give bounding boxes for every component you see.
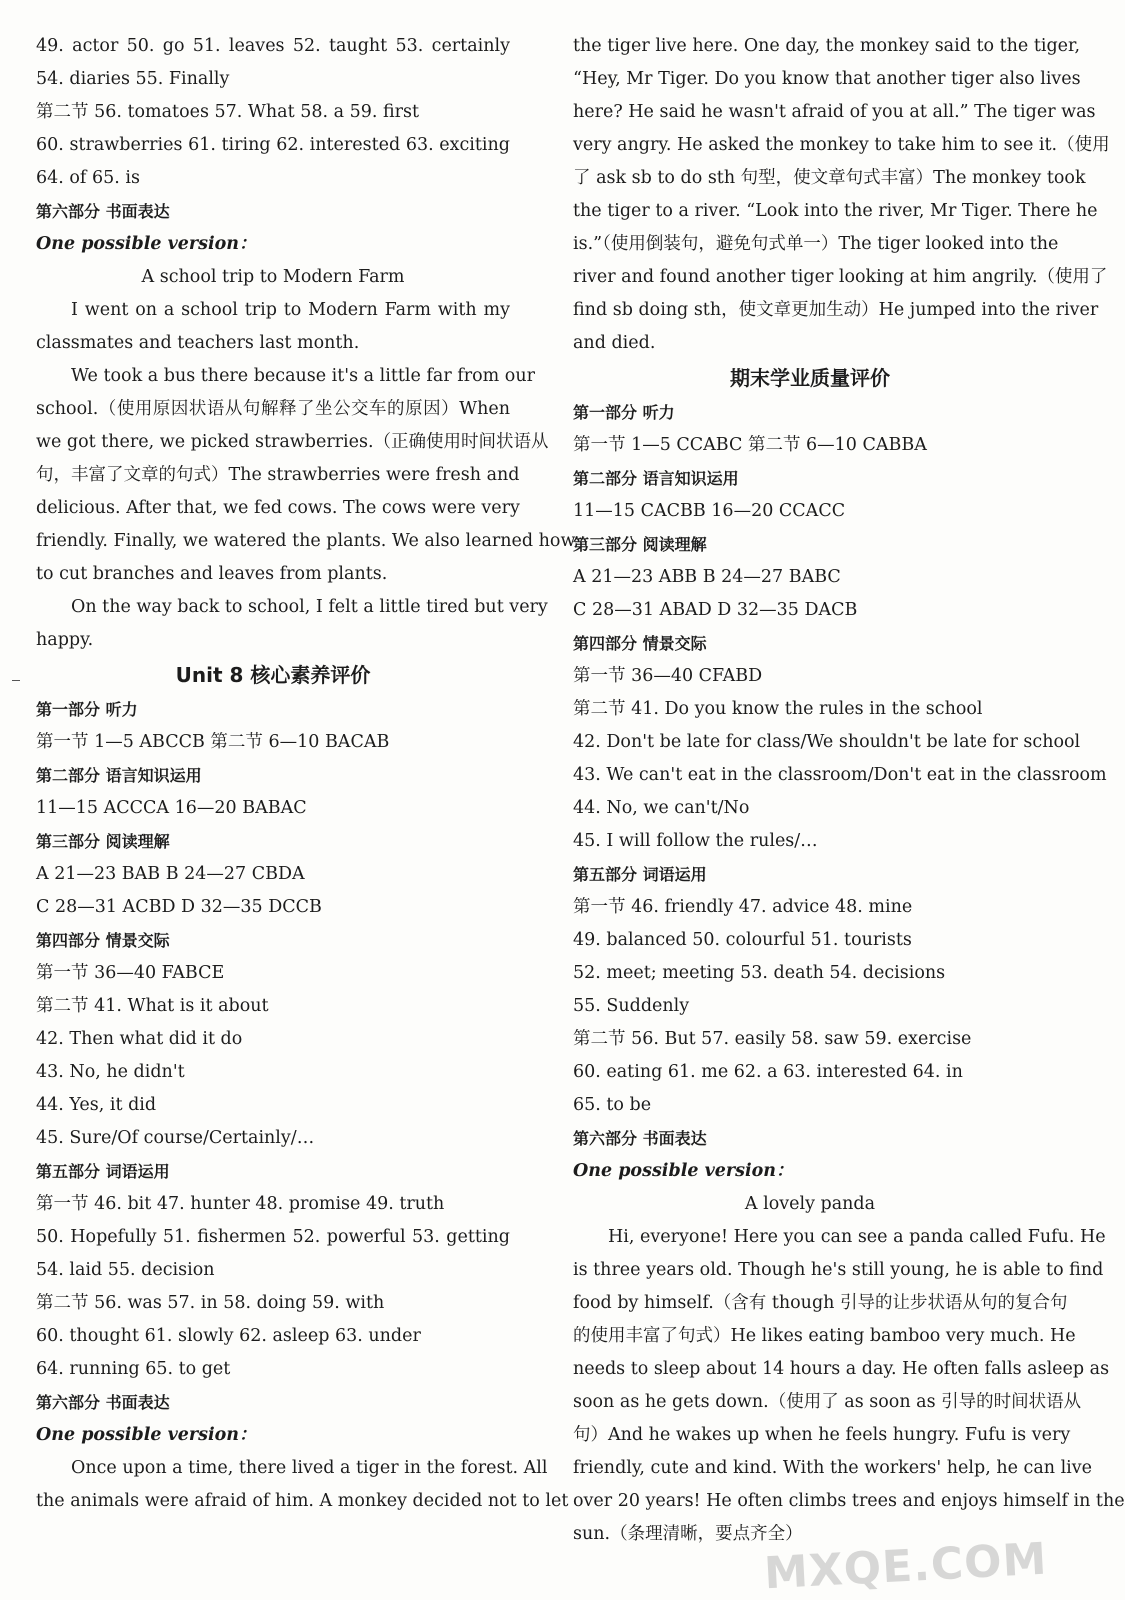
version-label: One possible version：	[36, 234, 257, 254]
text-line: 64. of 65. is	[36, 168, 140, 188]
text-line: here? He said he wasn't afraid of you at all.” The tiger was	[573, 102, 1096, 122]
part-title: 第四部分 情景交际	[36, 931, 170, 950]
text-line: soon as he gets down.（使用了 as soon as 引导的时间状语从	[573, 1392, 1082, 1412]
text-line: 第一节 1—5 ABCCB 第二节 6—10 BACAB	[36, 732, 390, 752]
text-line: 44. Yes, it did	[36, 1095, 157, 1115]
version-label: One possible version：	[36, 1425, 257, 1445]
text-line: 第一节 1—5 CCABC 第二节 6—10 CABBA	[573, 435, 927, 455]
text-line: delicious. After that, we fed cows. The cows were very	[36, 498, 520, 518]
text-line: food by himself.（含有 though 引导的让步状语从句的复合句	[573, 1293, 1068, 1313]
text-line: 11—15 CACBB 16—20 CCACC	[573, 501, 846, 521]
essay-title: A lovely panda	[744, 1194, 876, 1214]
text-line: A 21—23 BAB B 24—27 CBDA	[36, 864, 305, 884]
text-line: 44. No, we can't/No	[573, 798, 750, 818]
text-line: friendly, cute and kind. With the workers' help, he can live	[573, 1458, 1093, 1478]
text-line: A 21—23 ABB B 24—27 BABC	[573, 567, 841, 587]
text-line: needs to sleep about 14 hours a day. He often falls asleep as	[573, 1359, 1110, 1379]
text-line: 65. to be	[573, 1095, 652, 1115]
text-line: and died.	[573, 333, 656, 353]
text-line: 64. running 65. to get	[36, 1359, 231, 1379]
text-line: is.”（使用倒装句，避免句式单一）The tiger looked into the	[573, 234, 1059, 254]
text-line: 11—15 ACCCA 16—20 BABAC	[36, 798, 307, 818]
text-line: On the way back to school, I felt a little tired but very	[71, 597, 548, 617]
text-line: friendly. Finally, we watered the plants. We also learned how	[36, 531, 576, 551]
watermark: MXQE.COM	[762, 1533, 1049, 1600]
text-line: the tiger live here. One day, the monkey said to the tiger,	[573, 36, 1081, 56]
part-title: 第三部分 阅读理解	[573, 535, 707, 554]
text-line: 54. diaries 55. Finally	[36, 69, 230, 89]
text-line: 50. Hopefully 51. fishermen 52. powerful 53. getting	[36, 1227, 510, 1247]
text-line: 45. Sure/Of course/Certainly/…	[36, 1128, 315, 1148]
text-line: 60. strawberries 61. tiring 62. interested 63. exciting	[36, 135, 510, 155]
text-line: 的使用丰富了句式）He likes eating bamboo very much. He	[573, 1326, 1076, 1346]
text-line: I went on a school trip to Modern Farm with my	[71, 300, 510, 320]
essay-title: A school trip to Modern Farm	[141, 267, 405, 287]
left-column	[36, 30, 576, 1518]
section-heading: Unit 8 核心素养评价	[175, 663, 371, 687]
section-heading: 期末学业质量评价	[730, 366, 890, 390]
text-line: “Hey, Mr Tiger. Do you know that another tiger also lives	[573, 69, 1081, 89]
text-line: happy.	[36, 630, 94, 650]
part-title: 第六部分 书面表达	[36, 1393, 170, 1412]
text-line: 第二节 56. tomatoes 57. What 58. a 59. first	[36, 102, 420, 122]
text-line: 句，丰富了文章的句式）The strawberries were fresh and	[36, 465, 520, 485]
part-title: 第五部分 词语运用	[573, 865, 707, 884]
text-line: 42. Then what did it do	[36, 1029, 243, 1049]
text-line: is three years old. Though he's still young, he is able to find	[573, 1260, 1104, 1280]
text-line: 第一节 46. bit 47. hunter 48. promise 49. truth	[36, 1194, 445, 1214]
text-line: very angry. He asked the monkey to take him to see it.（使用	[573, 135, 1110, 155]
text-line: sun.（条理清晰，要点齐全）	[573, 1524, 803, 1544]
text-line: 43. No, he didn't	[36, 1062, 185, 1082]
part-title: 第一部分 听力	[573, 403, 675, 422]
text-line: 49. actor 50. go 51. leaves 52. taught 53. certainly	[36, 36, 510, 56]
text-line: 句）And he wakes up when he feels hungry. Fufu is very	[573, 1425, 1071, 1445]
part-title: 第五部分 词语运用	[36, 1162, 170, 1181]
text-line: 第一节 46. friendly 47. advice 48. mine	[573, 897, 913, 917]
version-label: One possible version：	[573, 1161, 794, 1181]
text-line: 54. laid 55. decision	[36, 1260, 215, 1280]
text-line: 55. Suddenly	[573, 996, 690, 1016]
text-line: Hi, everyone! Here you can see a panda called Fufu. He	[608, 1227, 1106, 1247]
text-line: school.（使用原因状语从句解释了坐公交车的原因）When	[36, 399, 510, 419]
text-line: We took a bus there because it's a little far from our	[71, 366, 535, 386]
text-line: we got there, we picked strawberries.（正确使用时间状语从	[36, 432, 549, 452]
text-line: 60. thought 61. slowly 62. asleep 63. under	[36, 1326, 421, 1346]
text-line: over 20 years! He often climbs trees and enjoys himself in the	[573, 1491, 1125, 1511]
text-line: C 28—31 ABAD D 32—35 DACB	[573, 600, 858, 620]
text-line: Once upon a time, there lived a tiger in the forest. All	[71, 1458, 548, 1478]
part-title: 第一部分 听力	[36, 700, 138, 719]
text-line: 第一节 36—40 CFABD	[573, 666, 763, 686]
text-line: to cut branches and leaves from plants.	[36, 564, 388, 584]
text-line: the animals were afraid of him. A monkey decided not to let	[36, 1491, 569, 1511]
text-line: classmates and teachers last month.	[36, 333, 360, 353]
text-line: 第一节 36—40 FABCE	[36, 963, 225, 983]
text-line: 45. I will follow the rules/…	[573, 831, 818, 851]
text-line: 第二节 41. What is it about	[36, 996, 269, 1016]
text-line: 了 ask sb to do sth 句型，使文章句式丰富）The monkey took	[573, 168, 1086, 188]
part-title: 第二部分 语言知识运用	[573, 469, 739, 488]
text-line: C 28—31 ACBD D 32—35 DCCB	[36, 897, 322, 917]
text-line: 43. We can't eat in the classroom/Don't eat in the classroom	[573, 765, 1107, 785]
margin-mark	[12, 680, 20, 681]
text-line: 49. balanced 50. colourful 51. tourists	[573, 930, 912, 950]
part-title: 第三部分 阅读理解	[36, 832, 170, 851]
part-title: 第二部分 语言知识运用	[36, 766, 202, 785]
text-line: 第二节 41. Do you know the rules in the school	[573, 699, 983, 719]
text-line: the tiger to a river. “Look into the river, Mr Tiger. There he	[573, 201, 1098, 221]
text-line: 第二节 56. was 57. in 58. doing 59. with	[36, 1293, 385, 1313]
text-line: find sb doing sth，使文章更加生动）He jumped into the river	[573, 300, 1099, 320]
text-line: 42. Don't be late for class/We shouldn't be late for school	[573, 732, 1081, 752]
text-line: 60. eating 61. me 62. a 63. interested 64. in	[573, 1062, 963, 1082]
part-title: 第六部分 书面表达	[36, 202, 170, 221]
text-line: 第二节 56. But 57. easily 58. saw 59. exercise	[573, 1029, 972, 1049]
text-line: river and found another tiger looking at him angrily.（使用了	[573, 267, 1108, 287]
right-column	[573, 30, 1125, 1551]
text-line: 52. meet; meeting 53. death 54. decisions	[573, 963, 946, 983]
part-title: 第六部分 书面表达	[573, 1129, 707, 1148]
part-title: 第四部分 情景交际	[573, 634, 707, 653]
